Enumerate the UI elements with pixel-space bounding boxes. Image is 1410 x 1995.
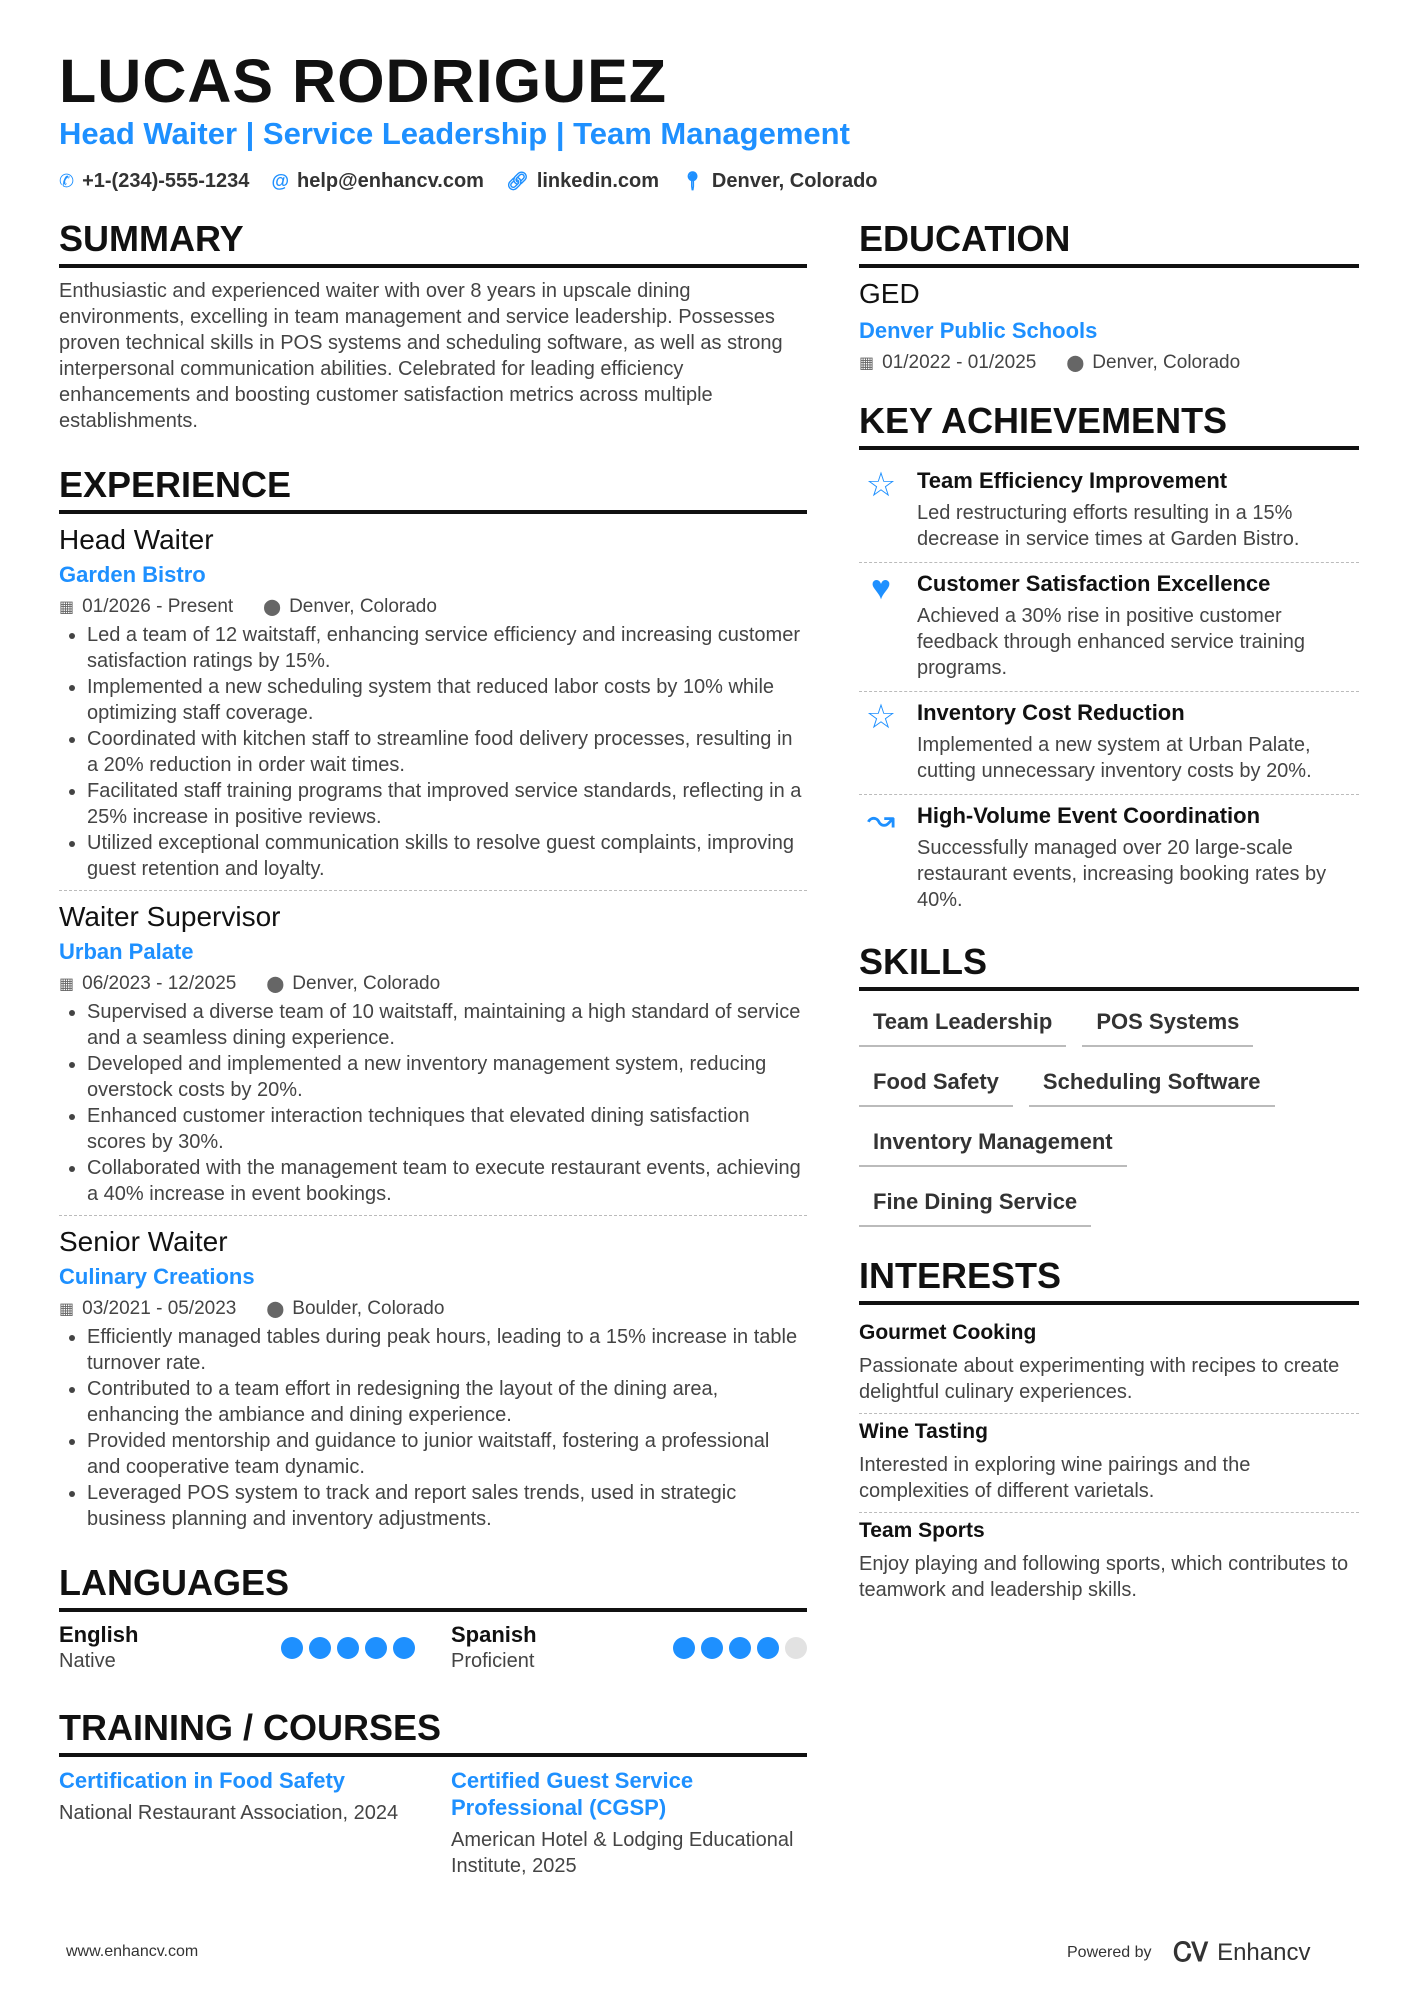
bullet-item: • Implemented a new scheduling system that reduced labor costs by 10% while optimizing staff coverage.: [87, 674, 807, 726]
experience-section: [59, 464, 807, 1540]
job-dates: ▦ 01/2026 - Present: [59, 596, 234, 617]
brand-logo[interactable]: ᏟᏙ Enhancv: [1173, 1937, 1311, 1967]
location-pin-icon: ⬤: [1066, 355, 1085, 372]
achievement-desc: Achieved a 30% rise in positive customer feedback through enhanced service training programs.: [917, 605, 1306, 679]
language-list: [59, 1622, 807, 1673]
achievement-body: [917, 700, 1359, 784]
achievement-desc: Successfully managed over 20 large-scale restaurant events, increasing booking rates by 40%.: [917, 837, 1327, 911]
rating-dot: [757, 1637, 779, 1659]
course-title[interactable]: Certified Guest Service Professional (CGSP): [451, 1768, 694, 1820]
language-level: Proficient: [451, 1650, 535, 1672]
rating-dot: [673, 1637, 695, 1659]
job-location: ⬤ Denver, Colorado: [266, 973, 441, 994]
link-icon: 🔗︎: [505, 171, 529, 191]
achievement-item: [859, 691, 1359, 794]
skill-tag: Food Safety: [859, 1061, 1013, 1107]
calendar-icon: ▦: [859, 355, 875, 372]
achievement-body: [917, 571, 1359, 681]
contact-bar: [59, 170, 878, 193]
bullet-item: • Contributed to a team effort in redesigning the layout of the dining area, enhancing the ambiance and dining experience.: [87, 1376, 807, 1428]
language-level: Native: [59, 1650, 116, 1672]
calendar-icon: ▦: [59, 976, 75, 993]
bullet-item: • Utilized exceptional communication skills to resolve guest complaints, improving guest retention and loyalty.: [87, 830, 807, 882]
bullet-item: • Leveraged POS system to track and report sales trends, used in strategic business planning and inventory adjustments.: [87, 1480, 807, 1532]
training-section: [59, 1707, 807, 1879]
achievement-item: [859, 562, 1359, 691]
bullet-item: • Provided mentorship and guidance to junior waitstaff, fostering a professional and cooperative team dynamic.: [87, 1428, 807, 1480]
heart-icon: ♥: [870, 569, 892, 607]
at-icon: @: [271, 171, 289, 191]
interest-item: [859, 1315, 1359, 1413]
job-entry: [59, 890, 807, 1215]
achievement-list: [859, 460, 1359, 923]
rating-dot: [785, 1637, 807, 1659]
job-entry: [59, 524, 807, 890]
edu-meta: ▦ 01/2022 - 01/2025 ⬤ Denver, Colorado: [859, 352, 1241, 373]
language-name: Spanish: [451, 1622, 537, 1647]
job-meta: [59, 1298, 807, 1320]
job-meta: [59, 973, 807, 995]
rating-dot: [337, 1637, 359, 1659]
rating-dot: [365, 1637, 387, 1659]
bullet-item: • Supervised a diverse team of 10 waitstaff, maintaining a high standard of service and a seamless dining experience.: [87, 999, 807, 1051]
interest-list: [859, 1315, 1359, 1611]
achievement-item: [859, 794, 1359, 923]
job-role: Head Waiter: [59, 524, 214, 555]
interest-item: [859, 1512, 1359, 1611]
bullet-item: • Coordinated with kitchen staff to streamline food delivery processes, resulting in a 20% reduction in order wait times.: [87, 726, 807, 778]
achievement-desc: Led restructuring efforts resulting in a 15% decrease in service times at Garden Bistro.: [917, 502, 1300, 550]
job-role: Waiter Supervisor: [59, 901, 281, 932]
skill-tag: POS Systems: [1082, 1001, 1253, 1047]
summary-section: [59, 218, 807, 434]
course-title[interactable]: Certification in Food Safety: [59, 1768, 346, 1793]
footer-website[interactable]: www.enhancv.com: [66, 1943, 199, 1960]
interest-item: [859, 1413, 1359, 1512]
language-item: [59, 1622, 415, 1673]
summary-text: Enthusiastic and experienced waiter with over 8 years in upscale dining environments, excelling in team management and service leadership. Possesses proven technical skills in POS systems and scheduling software, as well as strong interpersonal communication abilities. Celebrated for leading efficiency enhancements and boosting customer satisfaction metrics across multiple establishments.: [59, 280, 783, 432]
achievement-body: [917, 468, 1359, 552]
achievement-item: [859, 460, 1359, 562]
bullet-item: • Enhanced customer interaction techniques that elevated dining satisfaction scores by 30%.: [87, 1103, 807, 1155]
interest-title: Gourmet Cooking: [859, 1321, 1037, 1344]
phone-icon: ✆: [59, 171, 75, 191]
edu-school: Denver Public Schools: [859, 318, 1098, 343]
section-title: KEY ACHIEVEMENTS: [859, 400, 1359, 450]
location-pin-icon: ⬤: [266, 1301, 285, 1318]
section-title: LANGUAGES: [59, 1562, 807, 1612]
section-title: EXPERIENCE: [59, 464, 807, 514]
job-location: ⬤ Denver, Colorado: [263, 596, 437, 617]
course-item: [59, 1767, 415, 1879]
bullet-item: • Collaborated with the management team to execute restaurant events, achieving a 40% increase in event bookings.: [87, 1155, 807, 1207]
calendar-icon: ▦: [59, 1301, 75, 1318]
calendar-icon: ▦: [59, 599, 75, 616]
job-entry: [59, 1215, 807, 1540]
job-bullets: [59, 622, 807, 882]
contact-linkedin[interactable]: 🔗︎ linkedin.com: [505, 170, 660, 192]
interest-desc: Interested in exploring wine pairings and the complexities of different varietals.: [859, 1454, 1251, 1502]
language-info: [59, 1622, 138, 1673]
language-info: [451, 1622, 537, 1673]
right-column: [859, 218, 1359, 1611]
bullet-item: • Efficiently managed tables during peak hours, leading to a 15% increase in table turnover rate.: [87, 1324, 807, 1376]
course-provider: American Hotel & Lodging Educational Institute, 2025: [451, 1829, 794, 1877]
skill-tag: Scheduling Software: [1029, 1061, 1275, 1107]
job-company[interactable]: Culinary Creations: [59, 1264, 255, 1289]
language-rating: [673, 1637, 807, 1659]
bullet-item: • Led a team of 12 waitstaff, enhancing service efficiency and increasing customer satisfaction ratings by 15%.: [87, 622, 807, 674]
contact-location: 📍︎ Denver, Colorado: [681, 170, 878, 192]
skill-tag: Inventory Management: [859, 1121, 1127, 1167]
bullet-item: • Facilitated staff training programs that improved service standards, reflecting in a 25% increase in positive reviews.: [87, 778, 807, 830]
rating-dot: [393, 1637, 415, 1659]
course-list: [59, 1767, 807, 1879]
language-item: [451, 1622, 807, 1673]
skill-tag: Team Leadership: [859, 1001, 1066, 1047]
job-bullets: [59, 999, 807, 1207]
languages-section: [59, 1562, 807, 1673]
left-column: [59, 218, 807, 1879]
job-company[interactable]: Urban Palate: [59, 939, 194, 964]
star-icon: ☆: [865, 698, 897, 736]
job-role: Senior Waiter: [59, 1226, 228, 1257]
section-title: EDUCATION: [859, 218, 1359, 268]
interest-title: Team Sports: [859, 1519, 985, 1542]
skill-tag: Fine Dining Service: [859, 1181, 1091, 1227]
rating-dot: [729, 1637, 751, 1659]
achievements-section: [859, 400, 1359, 923]
course-provider: National Restaurant Association, 2024: [59, 1802, 399, 1824]
powered-by-label: Powered by: [1067, 1944, 1152, 1961]
job-dates: ▦ 03/2021 - 05/2023: [59, 1298, 237, 1319]
star-icon: ☆: [865, 466, 897, 504]
location-pin-icon: ⬤: [263, 599, 282, 616]
job-bullets: [59, 1324, 807, 1532]
interest-title: Wine Tasting: [859, 1420, 988, 1443]
interests-section: [859, 1255, 1359, 1611]
bullet-item: • Developed and implemented a new inventory management system, reducing overstock costs by 20%.: [87, 1051, 807, 1103]
section-title: TRAINING / COURSES: [59, 1707, 807, 1757]
achievement-desc: Implemented a new system at Urban Palate, cutting unnecessary inventory costs by 20%.: [917, 734, 1312, 782]
achievement-title: High-Volume Event Coordination: [917, 803, 1261, 828]
contact-phone[interactable]: ✆ +1-(234)-555-1234: [59, 170, 250, 192]
headline: Head Waiter | Service Leadership | Team Management: [59, 116, 850, 151]
section-title: SKILLS: [859, 941, 1359, 991]
location-pin-icon: ⬤: [266, 976, 285, 993]
language-name: English: [59, 1622, 139, 1647]
contact-email[interactable]: @ help@enhancv.com: [271, 170, 484, 192]
edu-degree: GED: [859, 278, 920, 309]
strategy-icon: ↝: [866, 801, 896, 839]
job-list: [59, 524, 807, 1540]
rating-dot: [281, 1637, 303, 1659]
rating-dot: [309, 1637, 331, 1659]
education-section: [859, 218, 1359, 374]
enhancv-logo-icon: ᏟᏙ: [1173, 1937, 1210, 1967]
job-company[interactable]: Garden Bistro: [59, 562, 206, 587]
candidate-name: LUCAS RODRIGUEZ: [59, 47, 668, 115]
interest-desc: Passionate about experimenting with recipes to create delightful culinary experiences.: [859, 1355, 1340, 1403]
achievement-title: Team Efficiency Improvement: [917, 468, 1228, 493]
location-pin-icon: 📍︎: [681, 171, 704, 191]
language-rating: [281, 1637, 415, 1659]
rating-dot: [701, 1637, 723, 1659]
job-location: ⬤ Boulder, Colorado: [266, 1298, 445, 1319]
section-title: SUMMARY: [59, 218, 807, 268]
skills-section: [859, 941, 1359, 1227]
job-dates: ▦ 06/2023 - 12/2025: [59, 973, 237, 994]
footer-branding: [1067, 1937, 1310, 1969]
skill-list: [859, 1001, 1359, 1227]
section-title: INTERESTS: [859, 1255, 1359, 1305]
job-meta: [59, 596, 807, 618]
course-item: [451, 1767, 807, 1879]
achievement-title: Customer Satisfaction Excellence: [917, 571, 1271, 596]
interest-desc: Enjoy playing and following sports, which contributes to teamwork and leadership skills.: [859, 1553, 1349, 1601]
achievement-body: [917, 803, 1359, 913]
achievement-title: Inventory Cost Reduction: [917, 700, 1185, 725]
